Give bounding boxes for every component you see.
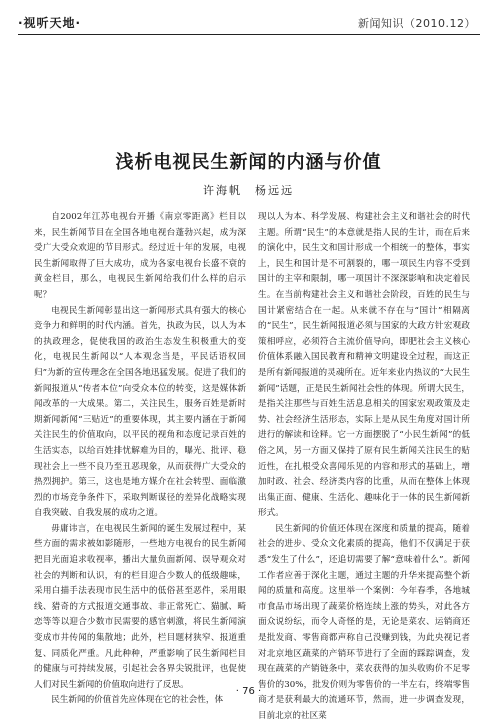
page-number: · 76 · (235, 686, 262, 697)
paragraph: 现以人为本、科学发展、构建社会主义和谐社会的时代主题。所谓“民生”的本意就是指人民的生计，而在后来的演化中，民生文和国计形成一个相统一的整体，事实上，民生和国计是不可割裂的，哪一项民生内容不受到国计的主宰和限制，哪一项国计不深深影响和决定着民生。在当前构建社会主义和谐社会阶段，百姓的民生与国计紧密结合在一起。从来就不存在与“国计”相隔离的“民生”，民生新闻报道必须与国家的大政方针宏观政策相呼应，必须符合主流价值导向，即肥社会主义核心价值体系融入国民教育和精神文明建设全过程，而这正是所有新闻报道的灵魂所在。近年来业内热议的“大民生新闻”话题，正是民生新闻社会性的体现。所谓大民生，是指关注那些与百姓生活息息相关的国家宏观政策及走势、社会经济生活形态，实际上是从民生角度对国计所进行的解读和诠释。它一方面摆脱了“小民生新闻”的低俗之风，另一方面又保持了原有民生新闻关注民生的贴近性，在扎根受众喜闻乐见的内容和形式的基础上，增加时政、社会、经济类内容的比重，从而在整体上体现出集正面、健康、生活化、趣味化于一体的民生新闻新形式。 (258, 212, 470, 519)
article-title: 浅析电视民生新闻的内涵与价值 (115, 152, 382, 173)
paragraph: 民生新闻的价值还体现在深度和质量的提高，随着社会的进步、受众文化素质的提高，他们不仅满足于获悉“发生了什么”，还追切需要了解“意味着什么”。新闻工作者应善于深化主题，通过主题的升华来提高整个新闻的质量和高度。这里举一个案例：今年春季，各地城市食品市场出现了蔬菜价格连续上涨的势头，对此各方面众说纷纭，而令人奇怪的是，无论是菜农、运销商还是批发商、零售商都声称自己没赚到钱，为此央视记者对北京地区蔬菜的产销环节进行了全面的踩踪调查，发现在蔬菜的产销链条中，菜农获得的加头收购价不足零售价的30%，批发价则为零售价的一半左右，终端零售商才是获利最大的流通环节，然而，进一步调查发现，目前北京的社区菜 (258, 523, 470, 721)
article-authors: 许海帆 杨远远 (203, 184, 294, 197)
paragraph: 毋庸讳言，在电视民生新闻的诞生发展过程中，某些方面的需求被如影随形，一些地方电视台的民生新闻把目光面追求收视率，播出大量负面新闻、误导观众对社会的判断和认识，有的栏目迎合少数人的低级趣味，采用白描手法表现市民生活中的低俗甚至恶件，采用眼线、猎奇的方式报道交通事故、非正常死亡、猫腻、畸恋等等以迎合少数市民需要的感官刺激，将民生新闻演变成市井传闻的集散地；此外，栏目题材狭窄、报道重复、同质化严重。凡此种种，严重影响了民生新闻栏目的健康与可持续发展，引起社会各界尖锐批评，也促使人们对民生新闻的价值取向进行了反思。 (34, 523, 246, 690)
section-label: ·视听天地· (18, 16, 82, 30)
paragraph: 电视民生新闻彰显出这一新闻形式具有强大的核心竞争力和鲜明的时代内涵。首先，执政为民，以人为本的执政理念，促使我国的政治生态发生积极重大的变化，电视民生新闻以“人本观念当是，平民话语权回归”为新的宣传理念在全国各地迅猛发展。促进了我们的新闻报道从“传者本位”向受众本位的转变，这是媒体新闻改革的一大成果。第二，关注民生，服务百姓是新时期新闻新闻“三贴近”的重要体现，其主要内涵在于新闻关注民生的价值取向，以平民的视角和态度记录百姓的生活实态，以给百姓排忧解难为目的，曝光、批评、稳现社会上一些不良乃至丑恶现象，从而获得广大受众的热烈拥护。第三，这也是地方媒介在社会转型、面临激烈的市场竞争条件下，采取判断谋径的差异化战略实现自我突破、自我发展的成功之道。 (34, 305, 246, 519)
paragraph: 自2002年江苏电视台开播《南京零距离》栏目以来，民生新闻节目在全国各地电视台蓬勃兴起，成为深受广大受众欢迎的节目形式。经过近十年的发展，电视民生新闻取得了巨大成功，成为各家电视台长盛不衰的黄金栏目，那么，电视民生新闻给我们什么样的启示呢？ (34, 212, 246, 300)
issue-label: 新闻知识（2010.12） (358, 17, 476, 30)
page-header (18, 12, 480, 38)
paragraph: 民生新闻的价值首先应体现在它的社会性，体 (51, 695, 224, 706)
left-column (34, 210, 246, 709)
header-rule (18, 34, 480, 35)
right-column (258, 210, 470, 725)
